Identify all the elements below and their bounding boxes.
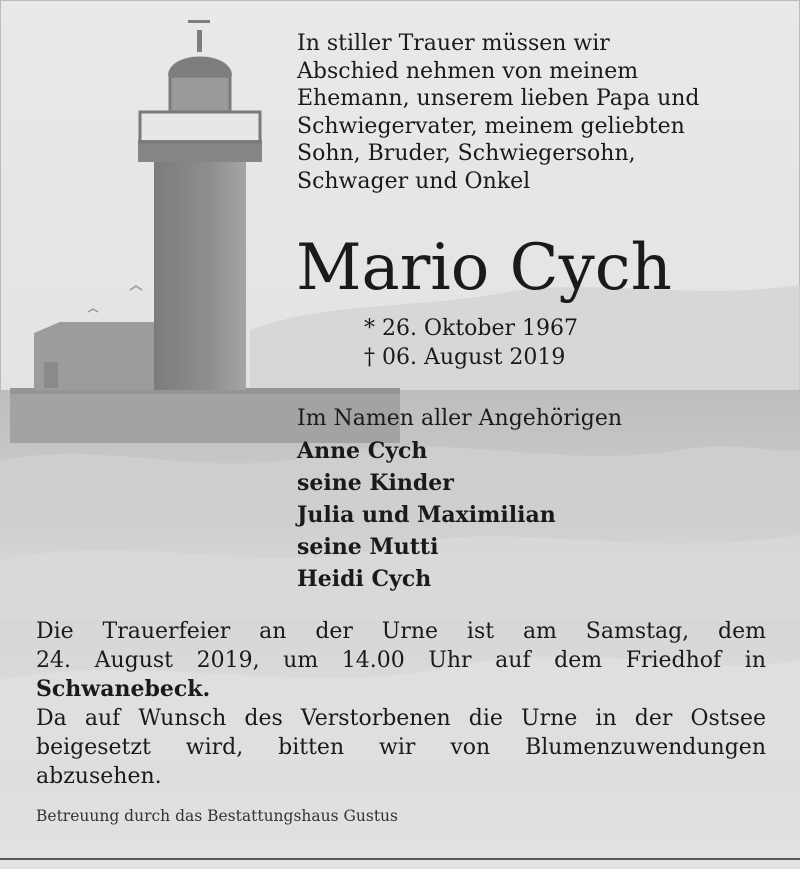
ceremony-line: Da auf Wunsch des Verstorbenen die Urne in der Ostsee bbox=[36, 706, 766, 731]
deceased-name: Mario Cych bbox=[296, 231, 672, 305]
bottom-rule bbox=[0, 858, 800, 860]
life-dates bbox=[364, 314, 578, 372]
ceremony-line: 24. August 2019, um 14.00 Uhr auf dem Friedhof in bbox=[36, 648, 766, 673]
ceremony-line: Die Trauerfeier an der Urne ist am Samstag, dem bbox=[36, 619, 766, 644]
intro-line: Abschied nehmen von meinem bbox=[297, 58, 639, 84]
death-date: † 06. August 2019 bbox=[364, 345, 566, 370]
intro-line: Sohn, Bruder, Schwiegersohn, bbox=[297, 141, 636, 166]
family-member: Heidi Cych bbox=[297, 566, 432, 592]
ceremony-paragraph bbox=[36, 617, 766, 791]
family-member: seine Mutti bbox=[297, 534, 439, 560]
family-member: seine Kinder bbox=[297, 470, 454, 496]
ceremony-line: beigesetzt wird, bitten wir von Blumenzuwendungen bbox=[36, 735, 766, 760]
intro-line: In stiller Trauer müssen wir bbox=[297, 31, 610, 56]
intro-line: Ehemann, unserem lieben Papa und bbox=[297, 86, 700, 111]
intro-line: Schwager und Onkel bbox=[297, 168, 531, 194]
ceremony-place: Schwanebeck. bbox=[36, 676, 211, 702]
intro-paragraph bbox=[297, 30, 700, 195]
family-member: Julia und Maximilian bbox=[297, 502, 556, 528]
ceremony-line: abzusehen. bbox=[36, 764, 162, 789]
family-lead: Im Namen aller Angehörigen bbox=[297, 406, 623, 431]
intro-line: Schwiegervater, meinem geliebten bbox=[297, 113, 685, 139]
family-member: Anne Cych bbox=[297, 438, 428, 464]
birth-date: * 26. Oktober 1967 bbox=[364, 316, 579, 341]
funeral-home-credit: Betreuung durch das Bestattungshaus Gustus bbox=[36, 807, 398, 825]
family-signature bbox=[297, 403, 622, 595]
